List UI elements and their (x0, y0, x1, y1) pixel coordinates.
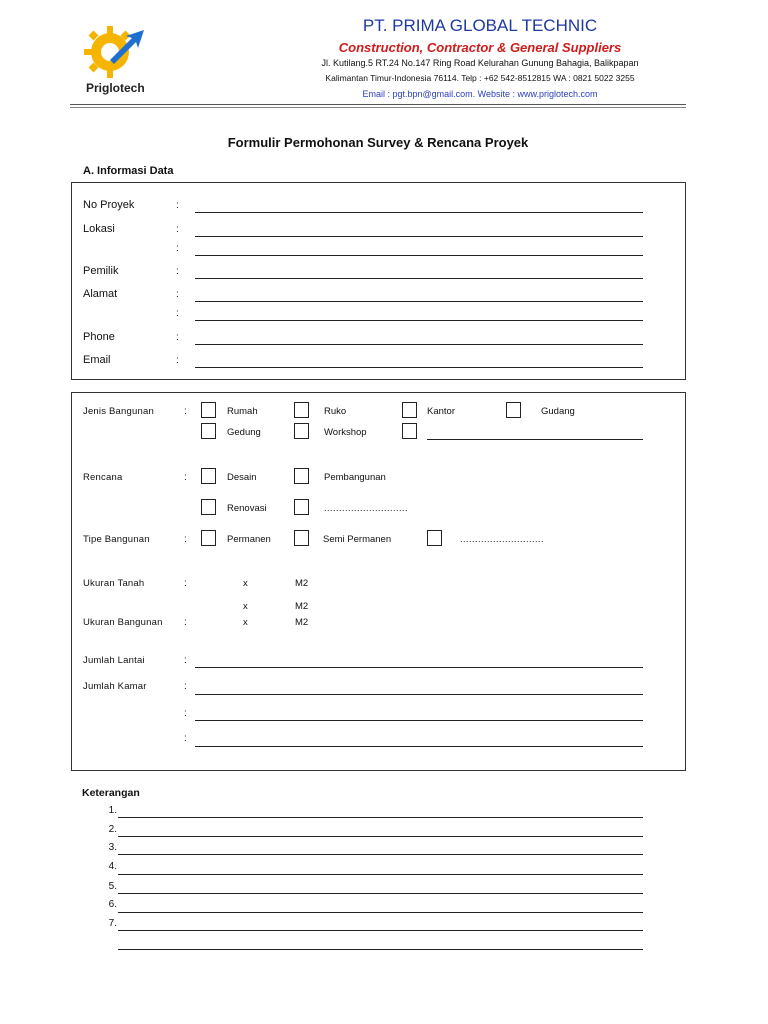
phone-label: Phone (83, 331, 115, 343)
no-proyek-label: No Proyek (83, 199, 135, 211)
semi-permanen-checkbox[interactable] (294, 530, 309, 546)
phone-field[interactable] (195, 344, 643, 345)
keterangan-number: 3. (108, 842, 117, 853)
alamat-field-2[interactable] (195, 320, 643, 321)
bangunan-x: x (243, 617, 248, 628)
ruko-checkbox[interactable] (294, 402, 309, 418)
permanen-label: Permanen (227, 534, 271, 545)
colon: : (176, 200, 179, 211)
colon: : (176, 289, 179, 300)
header-rule (70, 104, 686, 105)
pembangunan-label: Pembangunan (324, 472, 386, 483)
company-tagline: Construction, Contractor & General Suppliers (338, 40, 622, 55)
keterangan-line-5[interactable] (118, 893, 643, 894)
colon: : (184, 655, 187, 666)
colon: : (176, 266, 179, 277)
alamat-label: Alamat (83, 288, 118, 300)
jenis-other-field[interactable] (427, 439, 643, 440)
email-field[interactable] (195, 367, 643, 368)
keterangan-line-8[interactable] (118, 949, 643, 950)
permanen-checkbox[interactable] (201, 530, 216, 546)
colon: : (184, 534, 187, 545)
jumlah-kamar-label: Jumlah Kamar (83, 681, 147, 692)
extra-unit: M2 (295, 601, 309, 612)
renovasi-checkbox[interactable] (201, 499, 216, 515)
lokasi-field[interactable] (195, 236, 643, 237)
desain-label: Desain (227, 472, 257, 483)
jenis-bangunan-label: Jenis Bangunan (83, 406, 154, 417)
workshop-checkbox[interactable] (294, 423, 309, 439)
section-a-heading: A. Informasi Data (83, 165, 174, 177)
company-name: PT. PRIMA GLOBAL TECHNIC (362, 16, 598, 35)
keterangan-line-7[interactable] (118, 930, 643, 931)
jenis-other-checkbox[interactable] (402, 423, 417, 439)
keterangan-line-2[interactable] (118, 836, 643, 837)
keterangan-line-3[interactable] (118, 854, 643, 855)
address-line-1: Jl. Kutilang.5 RT.24 No.147 Ring Road Kelurahan Gunung Bahagia, Balikpapan (321, 58, 639, 68)
tipe-other-checkbox[interactable] (427, 530, 442, 546)
bangunan-unit: M2 (295, 617, 309, 628)
extra-field-2[interactable] (195, 746, 643, 747)
colon: : (184, 733, 187, 744)
email-label: Email (83, 354, 111, 366)
gudang-checkbox[interactable] (506, 402, 521, 418)
colon: : (184, 406, 187, 417)
semi-permanen-label: Semi Permanen (323, 534, 392, 545)
rencana-other-dots[interactable]: ............................ (324, 503, 409, 513)
lokasi-field-2[interactable] (195, 255, 643, 256)
colon: : (184, 617, 187, 628)
tipe-other-dots[interactable]: ............................ (460, 534, 545, 544)
keterangan-line-4[interactable] (118, 874, 643, 875)
tanah-x: x (243, 578, 248, 589)
keterangan-number: 2. (108, 824, 117, 835)
rumah-label: Rumah (227, 406, 258, 417)
ukuran-bangunan-label: Ukuran Bangunan (83, 617, 163, 628)
pemilik-field[interactable] (195, 278, 643, 279)
kantor-checkbox[interactable] (402, 402, 417, 418)
extra-x: x (243, 601, 248, 612)
form-title: Formulir Permohonan Survey & Rencana Proyek (227, 135, 529, 150)
colon: : (176, 332, 179, 343)
keterangan-heading: Keterangan (82, 787, 140, 799)
workshop-label: Workshop (324, 427, 367, 438)
no-proyek-field[interactable] (195, 212, 643, 213)
gudang-label: Gudang (541, 406, 575, 417)
brand-name: Priglotech (86, 81, 145, 95)
extra-field-1[interactable] (195, 720, 643, 721)
jumlah-lantai-field[interactable] (195, 667, 643, 668)
address-line-2: Kalimantan Timur-Indonesia 76114. Telp : +62 542-8512815 WA : 0821 5022 3255 (325, 73, 635, 83)
tanah-unit: M2 (295, 578, 309, 589)
colon: : (184, 472, 187, 483)
alamat-field[interactable] (195, 301, 643, 302)
colon: : (184, 681, 187, 692)
tipe-bangunan-label: Tipe Bangunan (83, 534, 150, 545)
project-details-box (71, 392, 686, 771)
pemilik-label: Pemilik (83, 265, 119, 277)
header-rule-thin (70, 107, 686, 108)
colon: : (176, 243, 179, 254)
jumlah-kamar-field[interactable] (195, 694, 643, 695)
contact-line: Email : pgt.bpn@gmail.com. Website : www.priglotech.com (362, 89, 598, 99)
colon: : (176, 308, 179, 319)
keterangan-number: 5. (108, 881, 117, 892)
keterangan-number: 7. (108, 918, 117, 929)
keterangan-number: 1. (108, 805, 117, 816)
rumah-checkbox[interactable] (201, 402, 216, 418)
kantor-label: Kantor (427, 406, 455, 417)
lokasi-label: Lokasi (83, 223, 115, 235)
rencana-other-checkbox[interactable] (294, 499, 309, 515)
rencana-label: Rencana (83, 472, 123, 483)
renovasi-label: Renovasi (227, 503, 267, 514)
keterangan-number: 4. (108, 861, 117, 872)
jumlah-lantai-label: Jumlah Lantai (83, 655, 145, 666)
ruko-label: Ruko (324, 406, 347, 417)
desain-checkbox[interactable] (201, 468, 216, 484)
priglotech-logo (80, 22, 152, 80)
colon: : (184, 708, 187, 719)
keterangan-number: 6. (108, 899, 117, 910)
gedung-checkbox[interactable] (201, 423, 216, 439)
keterangan-line-6[interactable] (118, 912, 643, 913)
colon: : (176, 355, 179, 366)
colon: : (184, 578, 187, 589)
ukuran-tanah-label: Ukuran Tanah (83, 578, 145, 589)
pembangunan-checkbox[interactable] (294, 468, 309, 484)
keterangan-line-1[interactable] (118, 817, 643, 818)
colon: : (176, 224, 179, 235)
gedung-label: Gedung (227, 427, 261, 438)
